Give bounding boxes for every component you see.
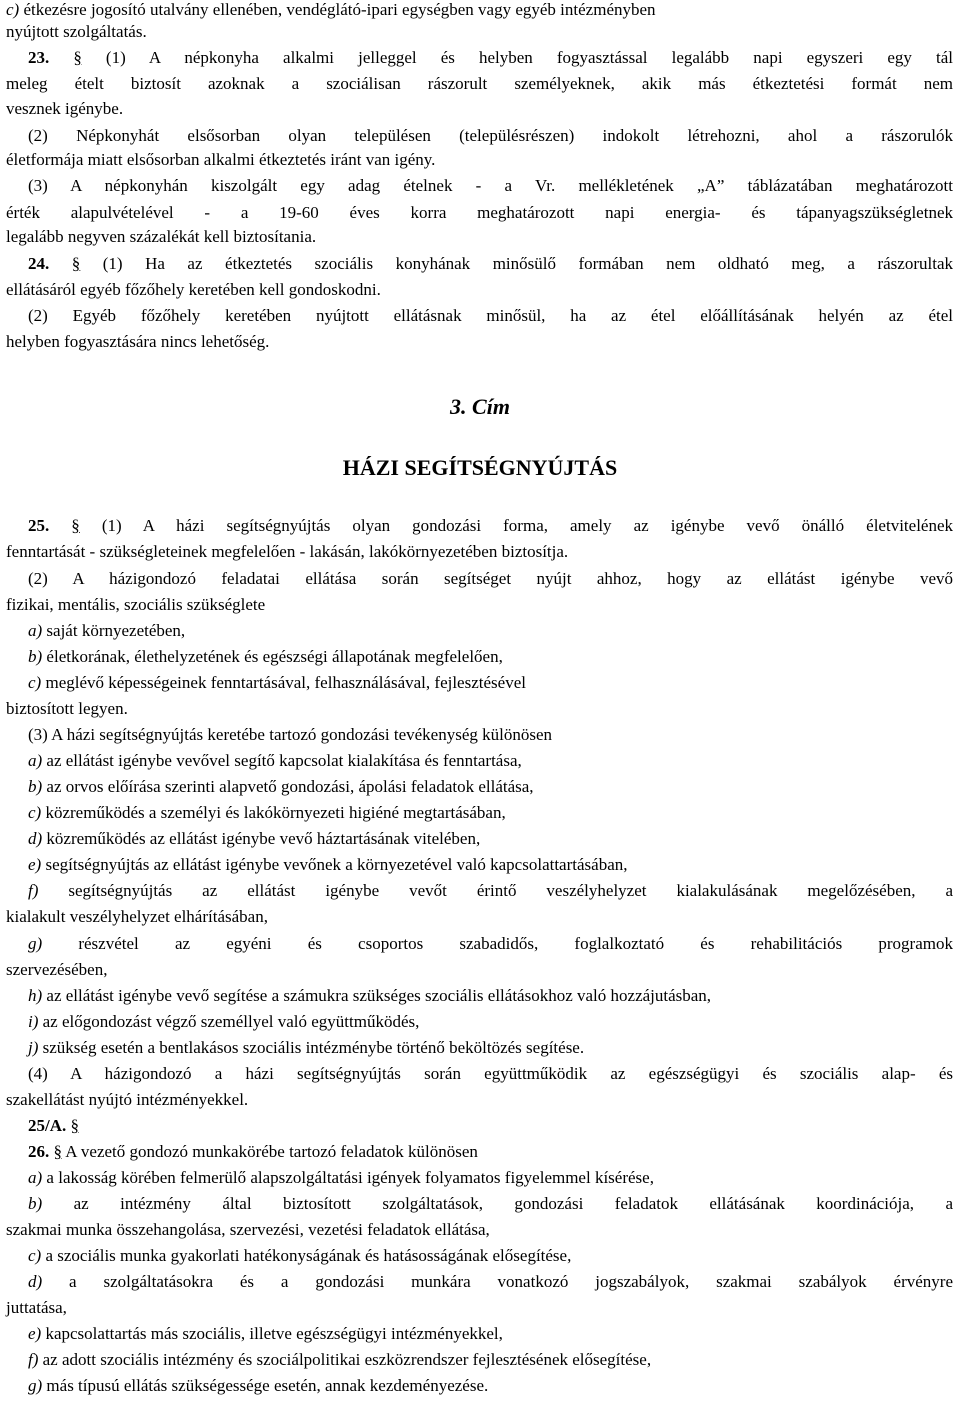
text-line: (2) Népkonyhát elsősorban olyan településen (településrészen) indokolt létrehozni, ahol a rászorulók — [28, 126, 953, 145]
section-sign: § — [70, 1116, 79, 1135]
list-item: c) közreműködés a személyi és lakókörnyezeti higiéné megtartásában, — [28, 803, 506, 822]
paragraph-24-start: 24. § (1) Ha az étkeztetés szociális konyhának minősülő formában nem oldható meg, a rászorultak — [28, 254, 953, 273]
list-item: e) segítségnyújtás az ellátást igénybe vevőnek a környezetével való kapcsolattartásában, — [28, 855, 628, 874]
text-line: (2) A házigondozó feladatai ellátása során segítséget nyújt ahhoz, hogy az ellátást igénybe vevő — [28, 569, 953, 588]
list-item: i) az előgondozást végző személlyel való együttműködés, — [28, 1012, 420, 1031]
list-item: g) részvétel az egyéni és csoportos szabadidős, foglalkoztató és rehabilitációs programok — [28, 934, 953, 953]
text-line: helyben fogyasztására nincs lehetőség. — [6, 332, 270, 351]
list-item: e) kapcsolattartás más szociális, illetve egészségügyi intézményekkel, — [28, 1324, 503, 1343]
list-item: b) életkorának, élethelyzetének és egészségi állapotának megfelelően, — [28, 647, 503, 666]
text-line: (3) A népkonyhán kiszolgált egy adag ételnek - a Vr. mellékletének „A” táblázatában meghatározott — [28, 176, 953, 195]
text-line: vesznek igénybe. — [6, 99, 124, 118]
text-line: fizikai, mentális, szociális szükséglete — [6, 595, 266, 614]
list-item: c) meglévő képességeinek fenntartásával, felhasználásával, fejlesztésével — [28, 673, 526, 692]
list-item: g) más típusú ellátás szükségessége esetén, annak kezdeményezése. — [28, 1376, 489, 1395]
text-line: (4) A házigondozó a házi segítségnyújtás során együttműködik az egészségügyi és szociális alap- és — [28, 1064, 953, 1083]
text-line: juttatása, — [6, 1298, 67, 1317]
list-item: f) segítségnyújtás az ellátást igénybe vevőt érintő veszélyhelyzet kialakulásának megelőzésében, a — [28, 881, 953, 900]
text-line: (3) A házi segítségnyújtás keretébe tartozó gondozási tevékenység különösen — [28, 725, 553, 744]
text-line: szakmai munka összehangolása, szervezési, vezetési feladatok ellátása, — [6, 1220, 490, 1239]
text-line: fenntartását - szükségleteinek megfelelően - lakásán, lakókörnyezetében biztosítja. — [6, 542, 569, 561]
text-line: meleg ételt biztosít azoknak a szociálisan rászorult személyeknek, akik más étkeztetési formát nem — [6, 74, 953, 93]
section-sign: § — [73, 48, 82, 67]
list-item: d) a szolgáltatásokra és a gondozási munkára vonatkozó jogszabályok, szakmai szabályok érvényre — [28, 1272, 953, 1291]
list-item: a) az ellátást igénybe vevővel segítő kapcsolat kialakítása és fenntartása, — [28, 751, 522, 770]
text-line: legalább negyven százalékát kell biztosítania. — [6, 227, 317, 246]
list-item: d) közreműködés az ellátást igénybe vevő háztartásának vitelében, — [28, 829, 481, 848]
list-item: a) saját környezetében, — [28, 621, 186, 640]
paragraph-25-start: 25. § (1) A házi segítségnyújtás olyan gondozási forma, amely az igénybe vevő önálló életvitelének — [28, 516, 954, 535]
list-item: h) az ellátást igénybe vevő segítése a számukra szükséges szociális ellátásokhoz való hozzájutásban, — [28, 986, 712, 1005]
text-line: életformája miatt elsősorban alkalmi étkeztetés iránt van igény. — [6, 150, 436, 169]
text-line: kialakult veszélyhelyzet elhárításában, — [6, 907, 268, 926]
paragraph-25a: 25/A. § — [28, 1116, 79, 1135]
section-sign: § — [71, 516, 80, 535]
list-item: c) a szociális munka gyakorlati hatékonyságának és hatásosságának elősegítése, — [28, 1246, 572, 1265]
list-item: b) az orvos előírása szerinti alapvető gondozási, ápolási feladatok ellátása, — [28, 777, 534, 796]
list-item: f) az adott szociális intézmény és szociálpolitikai eszközrendszer fejlesztésének elősegítése, — [28, 1350, 652, 1369]
text-line: ellátásáról egyéb főzőhely keretében kell gondoskodni. — [6, 280, 381, 299]
text-line: c) étkezésre jogosító utalvány ellenében, vendéglátó-ipari egységben vagy egyéb intézményben — [6, 0, 656, 19]
list-item: b) az intézmény által biztosított szolgáltatások, gondozási feladatok ellátásának koordinációja, a — [28, 1194, 953, 1213]
section-sign: § — [71, 254, 81, 273]
text-line: biztosított legyen. — [6, 699, 128, 718]
text-line: (2) Egyéb főzőhely keretében nyújtott ellátásnak minősül, ha az étel előállításának helyén az étel — [28, 306, 953, 325]
section-heading: HÁZI SEGÍTSÉGNYÚJTÁS — [342, 455, 618, 480]
text-line: érték alapulvételével - a 19-60 éves korra meghatározott napi energia- és tápanyagszükségletnek — [6, 203, 953, 222]
text-line: nyújtott szolgáltatás. — [6, 22, 147, 41]
list-item: j) szükség esetén a bentlakásos szociális intézménybe történő beköltözés segítése. — [28, 1038, 585, 1057]
section-title: 3. Cím — [450, 394, 510, 419]
list-item: a) a lakosság körében felmerülő alapszolgáltatási igények folyamatos figyelemmel kísérése, — [28, 1168, 654, 1187]
paragraph-23-start: 23. § (1) A népkonyha alkalmi jelleggel és helyben fogyasztással legalább napi egyszeri egy tál — [28, 48, 953, 67]
text-line: szervezésében, — [6, 960, 108, 979]
text-line: szakellátást nyújtó intézményekkel. — [6, 1090, 249, 1109]
section-sign: § — [53, 1142, 62, 1161]
paragraph-26-start: 26. § A vezető gondozó munkakörébe tartozó feladatok különösen — [28, 1142, 478, 1161]
